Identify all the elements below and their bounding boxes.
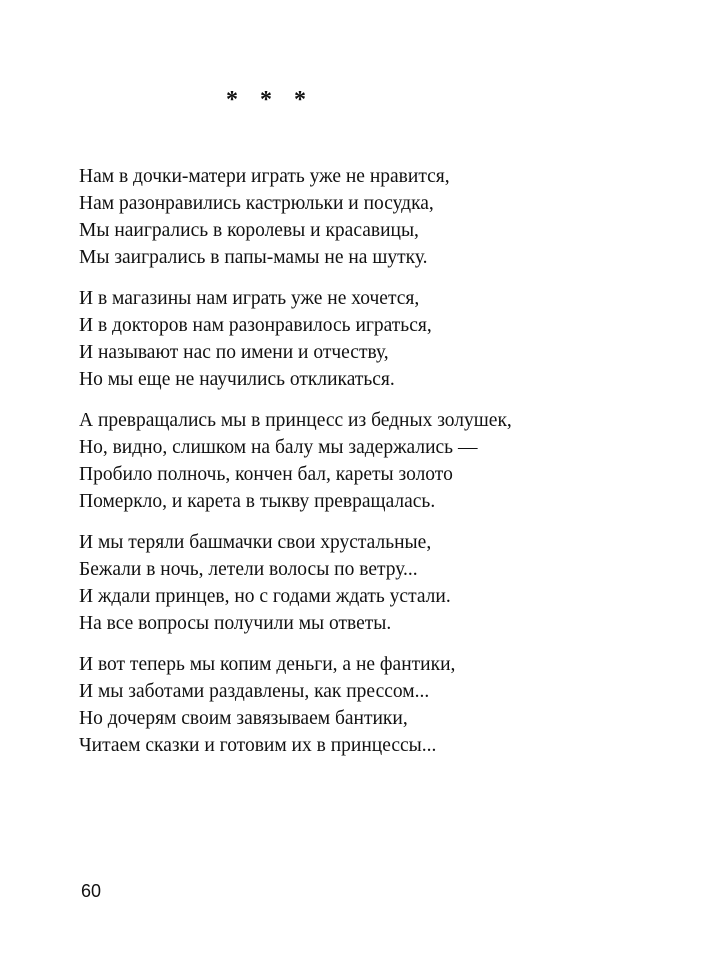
poem-line: И мы теряли башмачки свои хрустальные, [79, 532, 432, 553]
poem-line: Мы наигрались в королевы и красавицы, [79, 220, 419, 241]
poem-line: Пробило полночь, кончен бал, кареты золото [79, 464, 453, 485]
poem-line: Но дочерям своим завязываем бантики, [79, 708, 408, 729]
poem-line: И называют нас по имени и отчеству, [79, 342, 389, 363]
poem-line: И ждали принцев, но с годами ждать устали. [79, 586, 451, 607]
poem-line: И в магазины нам играть уже не хочется, [79, 288, 420, 309]
section-separator: * * * [226, 87, 314, 113]
poem-line: Читаем сказки и готовим их в принцессы... [79, 735, 437, 756]
poem-line: И в докторов нам разонравилось играться, [79, 315, 432, 336]
poem [79, 163, 679, 773]
stanza-3 [79, 407, 679, 515]
poem-line: И мы заботами раздавлены, как прессом... [79, 681, 430, 702]
poem-line: Нам в дочки-матери играть уже не нравится, [79, 166, 450, 187]
stanza-4 [79, 529, 679, 637]
stanza-5 [79, 651, 679, 759]
poem-line: Бежали в ночь, летели волосы по ветру... [79, 559, 418, 580]
poem-line: Но мы еще не научились откликаться. [79, 369, 395, 390]
poem-line: Но, видно, слишком на балу мы задержались — [79, 437, 478, 458]
page-number: 60 [81, 881, 102, 901]
poem-line: А превращались мы в принцесс из бедных золушек, [79, 410, 512, 431]
poem-line: На все вопросы получили мы ответы. [79, 613, 392, 634]
stanza-1 [79, 163, 679, 271]
stanza-2 [79, 285, 679, 393]
poem-line: Нам разонравились кастрюльки и посудка, [79, 193, 434, 214]
poem-line: Померкло, и карета в тыкву превращалась. [79, 491, 436, 512]
poem-line: И вот теперь мы копим деньги, а не фантики, [79, 654, 456, 675]
poem-line: Мы заигрались в папы-мамы не на шутку. [79, 247, 428, 268]
